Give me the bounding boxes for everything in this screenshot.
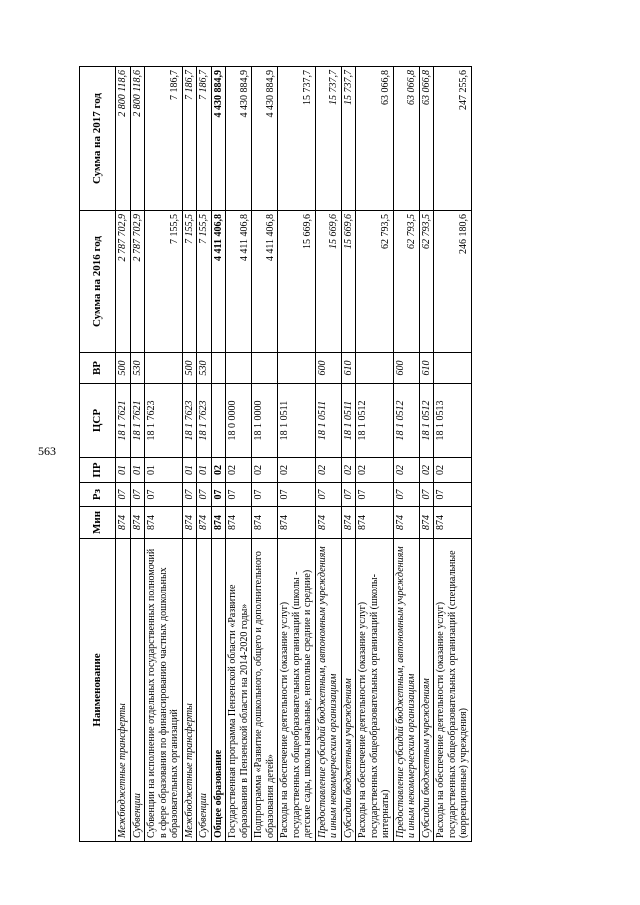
cell-csr: 18 1 0511 [315, 384, 341, 458]
cell-sum-2017: 2 800 118,6 [130, 67, 145, 211]
cell-name: Субвенции [197, 539, 212, 842]
cell-vr [434, 353, 472, 384]
table-row [116, 67, 131, 842]
cell-sum-2016: 62 793,5 [419, 211, 434, 353]
cell-csr: 18 1 7621 [130, 384, 145, 458]
cell-vr [278, 353, 316, 384]
cell-sum-2016: 2 787 702,9 [130, 211, 145, 353]
cell-sum-2017: 63 066,8 [419, 67, 434, 211]
cell-csr: 18 1 0511 [341, 384, 356, 458]
cell-name: Межбюджетные трансферты [116, 539, 131, 842]
cell-min: 874 [252, 507, 278, 539]
cell-name: Субсидии бюджетным учреждениям [341, 539, 356, 842]
cell-csr: 18 1 0000 [252, 384, 278, 458]
cell-vr: 600 [393, 353, 419, 384]
cell-csr: 18 1 0513 [434, 384, 472, 458]
cell-pr: 01 [182, 458, 197, 483]
cell-pr: 02 [278, 458, 316, 483]
cell-csr: 18 1 0512 [356, 384, 394, 458]
cell-sum-2017: 63 066,8 [356, 67, 394, 211]
cell-min: 874 [226, 507, 252, 539]
cell-pr: 01 [197, 458, 212, 483]
cell-name: Расходы на обеспечение деятельности (оказание услуг) государственных общеобразовательных организаций (школы - детские сады, школы начальные, неполные средние и средние) [278, 539, 316, 842]
header-col-name: Наименование [80, 539, 116, 842]
cell-name: Субвенции [130, 539, 145, 842]
table-row [197, 67, 212, 842]
cell-sum-2017: 63 066,8 [393, 67, 419, 211]
cell-csr: 18 1 0512 [419, 384, 434, 458]
header-col-vr: ВР [80, 353, 116, 384]
cell-rz: 07 [278, 483, 316, 507]
cell-name: Субвенции на исполнение отдельных государственных полномочий в сфере образования по финансированию частных дошкольных образовательных организаций [145, 539, 183, 842]
cell-sum-2017: 7 186,7 [182, 67, 197, 211]
table-body [116, 67, 472, 842]
cell-pr: 02 [315, 458, 341, 483]
cell-csr: 18 1 7623 [145, 384, 183, 458]
cell-vr: 530 [130, 353, 145, 384]
cell-rz: 07 [211, 483, 226, 507]
cell-sum-2016: 15 669,6 [278, 211, 316, 353]
cell-min: 874 [211, 507, 226, 539]
cell-name: Субсидии бюджетным учреждениям [419, 539, 434, 842]
cell-sum-2016: 7 155,5 [182, 211, 197, 353]
cell-sum-2016: 15 669,6 [341, 211, 356, 353]
cell-sum-2017: 4 430 884,9 [226, 67, 252, 211]
cell-min: 874 [182, 507, 197, 539]
cell-sum-2017: 247 255,6 [434, 67, 472, 211]
table-row [434, 67, 472, 842]
cell-min: 874 [116, 507, 131, 539]
cell-vr: 500 [116, 353, 131, 384]
cell-pr: 02 [341, 458, 356, 483]
cell-vr: 500 [182, 353, 197, 384]
cell-csr: 18 1 7623 [182, 384, 197, 458]
table-row [252, 67, 278, 842]
table-row [315, 67, 341, 842]
cell-sum-2016: 7 155,5 [197, 211, 212, 353]
cell-vr [252, 353, 278, 384]
cell-csr: 18 1 7623 [197, 384, 212, 458]
table-row [211, 67, 226, 842]
cell-vr [226, 353, 252, 384]
cell-sum-2017: 7 186,7 [197, 67, 212, 211]
cell-pr: 02 [393, 458, 419, 483]
cell-csr: 18 1 0511 [278, 384, 316, 458]
cell-rz: 07 [182, 483, 197, 507]
cell-pr: 02 [252, 458, 278, 483]
cell-rz: 07 [393, 483, 419, 507]
cell-pr: 01 [145, 458, 183, 483]
cell-rz: 07 [145, 483, 183, 507]
table-row [393, 67, 419, 842]
cell-rz: 07 [130, 483, 145, 507]
cell-name: Общее образование [211, 539, 226, 842]
cell-csr: 18 0 0000 [226, 384, 252, 458]
table-row [130, 67, 145, 842]
cell-pr: 01 [116, 458, 131, 483]
cell-sum-2017: 4 430 884,9 [211, 67, 226, 211]
cell-vr [356, 353, 394, 384]
cell-vr [211, 353, 226, 384]
cell-rz: 07 [419, 483, 434, 507]
cell-csr: 18 1 7621 [116, 384, 131, 458]
cell-pr: 02 [211, 458, 226, 483]
table-row [145, 67, 183, 842]
cell-pr: 01 [130, 458, 145, 483]
cell-vr: 610 [341, 353, 356, 384]
cell-rz: 07 [116, 483, 131, 507]
cell-rz: 07 [356, 483, 394, 507]
header-col-min: Мин [80, 507, 116, 539]
cell-rz: 07 [315, 483, 341, 507]
cell-sum-2017: 15 737,7 [341, 67, 356, 211]
cell-sum-2016: 15 669,6 [315, 211, 341, 353]
header-col-sum-2016: Сумма на 2016 год [80, 211, 116, 353]
cell-min: 874 [130, 507, 145, 539]
header-col-pr: ПР [80, 458, 116, 483]
cell-pr: 02 [226, 458, 252, 483]
cell-sum-2017: 2 800 118,6 [116, 67, 131, 211]
cell-pr: 02 [419, 458, 434, 483]
cell-rz: 07 [252, 483, 278, 507]
cell-name: Предоставление субсидий бюджетным, автономным учреждениям и иным некоммерческим организациям [393, 539, 419, 842]
cell-sum-2017: 4 430 884,9 [252, 67, 278, 211]
cell-rz: 07 [197, 483, 212, 507]
table-header [80, 67, 116, 842]
cell-vr: 610 [419, 353, 434, 384]
cell-sum-2016: 4 411 406,8 [211, 211, 226, 353]
cell-sum-2016: 2 787 702,9 [116, 211, 131, 353]
cell-pr: 02 [356, 458, 394, 483]
cell-rz: 07 [434, 483, 472, 507]
cell-pr: 02 [434, 458, 472, 483]
table-row [278, 67, 316, 842]
cell-vr: 600 [315, 353, 341, 384]
cell-min: 874 [197, 507, 212, 539]
cell-min: 874 [315, 507, 341, 539]
cell-name: Межбюджетные трансферты [182, 539, 197, 842]
table-row [341, 67, 356, 842]
cell-min: 874 [145, 507, 183, 539]
budget-table [79, 66, 472, 842]
cell-csr: 18 1 0512 [393, 384, 419, 458]
cell-name: Предоставление субсидий бюджетным, автономным учреждениям и иным некоммерческим организациям [315, 539, 341, 842]
cell-sum-2016: 4 411 406,8 [226, 211, 252, 353]
page-number: 563 [38, 444, 56, 458]
cell-sum-2017: 7 186,7 [145, 67, 183, 211]
cell-min: 874 [341, 507, 356, 539]
table-row [356, 67, 394, 842]
cell-rz: 07 [226, 483, 252, 507]
cell-sum-2016: 246 180,6 [434, 211, 472, 353]
table-row [226, 67, 252, 842]
cell-sum-2016: 62 793,5 [393, 211, 419, 353]
header-col-rz: Рз [80, 483, 116, 507]
cell-sum-2017: 15 737,7 [315, 67, 341, 211]
cell-name: Расходы на обеспечение деятельности (оказание услуг) государственных общеобразовательных организаций (школы-интернаты) [356, 539, 394, 842]
table-row [419, 67, 434, 842]
cell-name: Подпрограмма «Развитие дошкольного, общего и дополнительного образования детей» [252, 539, 278, 842]
cell-name: Государственная программа Пензенской области «Развитие образования в Пензенской области на 2014-2020 годы» [226, 539, 252, 842]
cell-vr: 530 [197, 353, 212, 384]
header-col-csr: ЦСР [80, 384, 116, 458]
header-col-sum-2017: Сумма на 2017 год [80, 67, 116, 211]
cell-rz: 07 [341, 483, 356, 507]
table-row [182, 67, 197, 842]
cell-sum-2016: 4 411 406,8 [252, 211, 278, 353]
cell-min: 874 [278, 507, 316, 539]
cell-vr [145, 353, 183, 384]
cell-csr [211, 384, 226, 458]
cell-sum-2016: 7 155,5 [145, 211, 183, 353]
cell-min: 874 [419, 507, 434, 539]
cell-min: 874 [356, 507, 394, 539]
cell-sum-2016: 62 793,5 [356, 211, 394, 353]
cell-sum-2017: 15 737,7 [278, 67, 316, 211]
cell-name: Расходы на обеспечение деятельности (оказание услуг) государственных общеобразовательных организаций (специальные (коррекционные) учреждения) [434, 539, 472, 842]
rotated-table-container [79, 67, 537, 842]
cell-min: 874 [393, 507, 419, 539]
cell-min: 874 [434, 507, 472, 539]
